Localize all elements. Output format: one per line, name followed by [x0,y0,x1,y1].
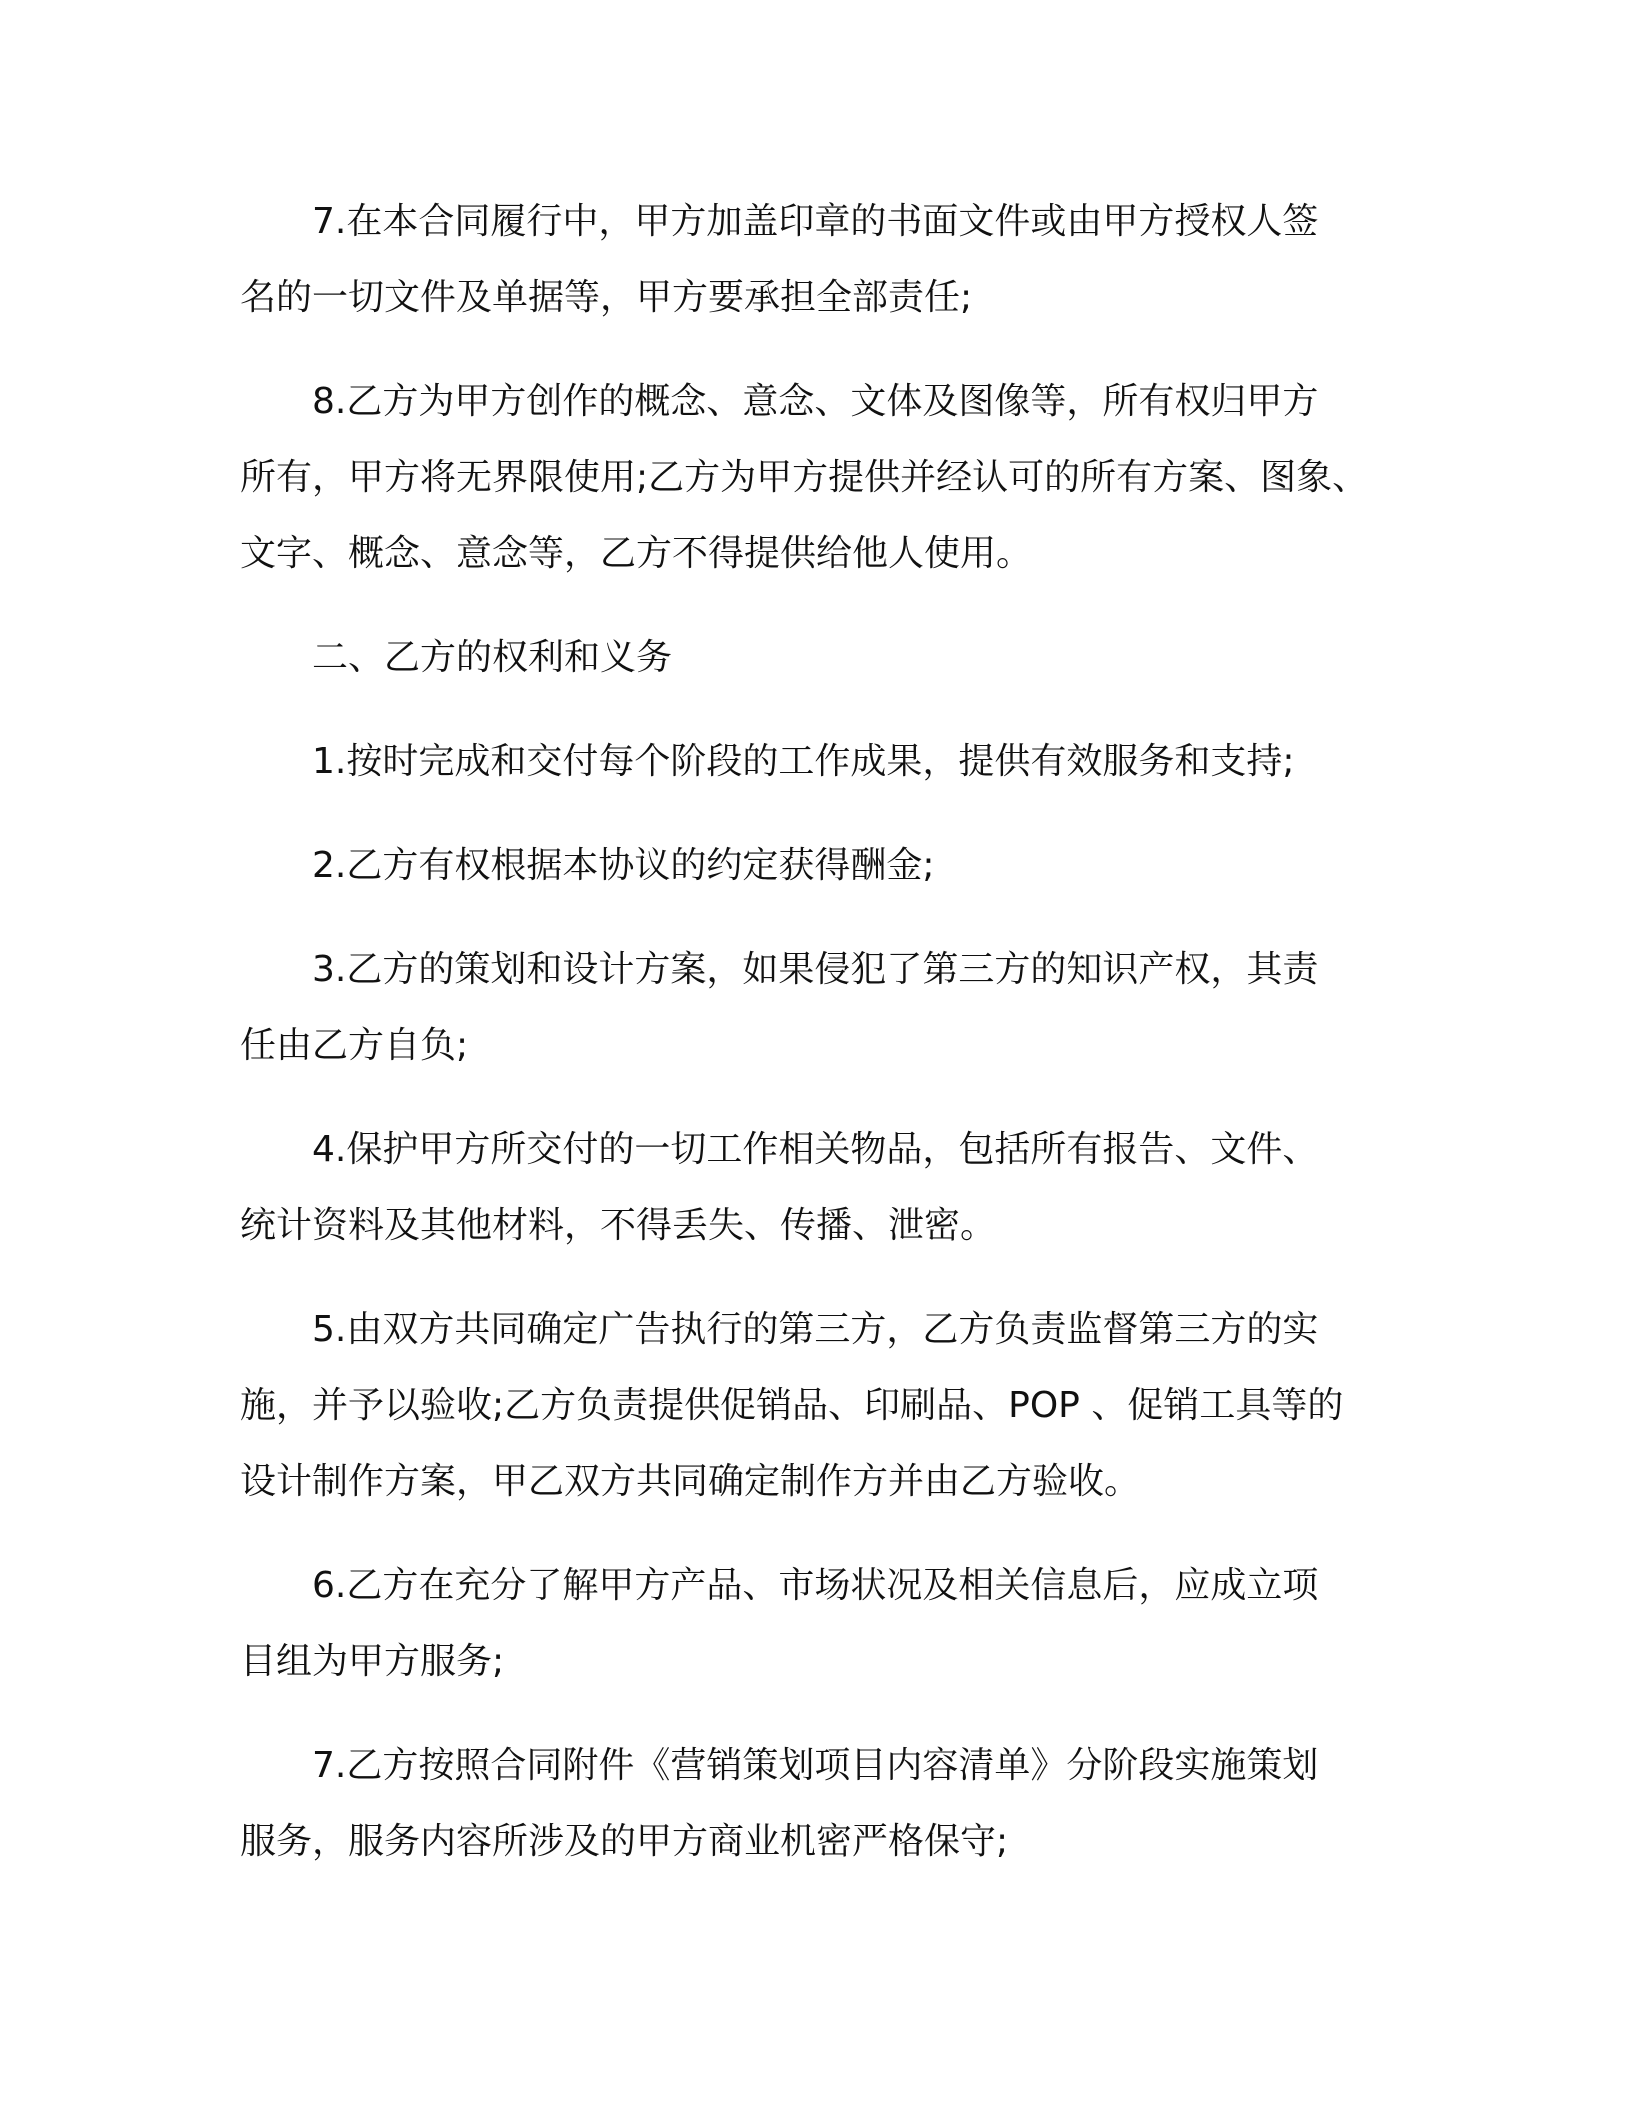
text-line: 施，并予以验收;乙方负责提供促销品、印刷品、POP 、促销工具等的 [240,1385,1344,1426]
text-line: 服务，服务内容所涉及的甲方商业机密严格保守; [240,1821,1009,1862]
text-line: 3.乙方的策划和设计方案，如果侵犯了第三方的知识产权，其责 [312,949,1319,990]
text-line: 7.在本合同履行中，甲方加盖印章的书面文件或由甲方授权人签 [312,201,1319,242]
section-heading [240,620,1400,696]
paragraph [240,1728,1400,1880]
text-line: 6.乙方在充分了解甲方产品、市场状况及相关信息后，应成立项 [312,1565,1319,1606]
text-line: 5.由双方共同确定广告执行的第三方，乙方负责监督第三方的实 [312,1309,1319,1350]
text-line: 2.乙方有权根据本协议的约定获得酬金; [312,845,935,886]
section-heading-text: 二、乙方的权利和义务 [312,637,673,678]
text-line: 4.保护甲方所交付的一切工作相关物品，包括所有报告、文件、 [312,1129,1319,1170]
text-line: 名的一切文件及单据等，甲方要承担全部责任; [240,277,973,318]
paragraph [240,724,1400,800]
document-body [240,184,1400,1908]
text-line: 统计资料及其他材料，不得丢失、传播、泄密。 [240,1205,997,1246]
text-line: 1.按时完成和交付每个阶段的工作成果，提供有效服务和支持; [312,741,1295,782]
text-line: 目组为甲方服务; [240,1641,505,1682]
text-line: 8.乙方为甲方创作的概念、意念、文体及图像等，所有权归甲方 [312,381,1319,422]
paragraph [240,1112,1400,1264]
text-line: 文字、概念、意念等，乙方不得提供给他人使用。 [240,533,1033,574]
paragraph [240,1548,1400,1700]
paragraph [240,184,1400,336]
paragraph [240,364,1400,592]
text-line: 设计制作方案，甲乙双方共同确定制作方并由乙方验收。 [240,1461,1141,1502]
text-line: 所有，甲方将无界限使用;乙方为甲方提供并经认可的所有方案、图象、 [240,457,1369,498]
paragraph [240,828,1400,904]
paragraph [240,1292,1400,1520]
paragraph [240,932,1400,1084]
text-line: 7.乙方按照合同附件《营销策划项目内容清单》分阶段实施策划 [312,1745,1319,1786]
text-line: 任由乙方自负; [240,1025,469,1066]
